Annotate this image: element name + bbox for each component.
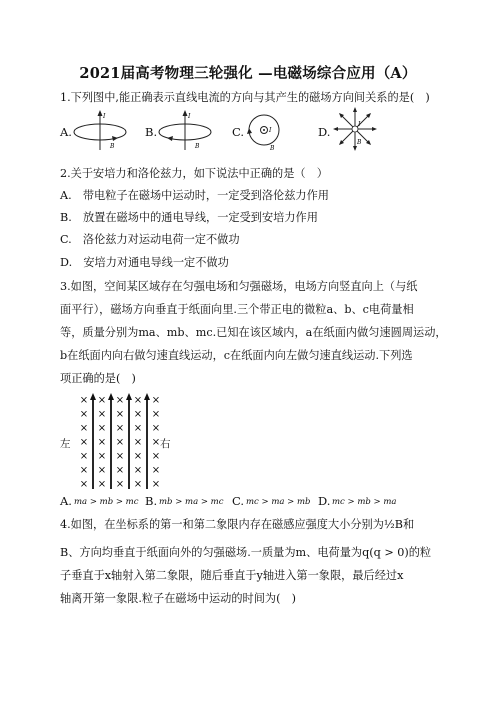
field-cross-mark: ×: [133, 437, 143, 448]
field-cross-mark: ×: [133, 409, 143, 420]
svg-text:B: B: [357, 139, 362, 146]
svg-text:B: B: [270, 145, 275, 152]
q3-line-2: 面平行），磁场方向垂直于纸面向里.三个带正电的微粒a、b、c电荷量相: [60, 303, 414, 316]
q1-option-b-label: B.: [145, 125, 158, 139]
field-cross-mark: ×: [133, 479, 143, 490]
field-cross-mark: ×: [133, 395, 143, 406]
field-arrowhead: [90, 393, 96, 400]
q4-line-3: 子垂直于x轴射入第二象限，随后垂直于y轴进入第一象限，最后经过x: [60, 569, 404, 582]
field-cross-mark: ×: [133, 423, 143, 434]
q1-option-a-label: A.: [60, 125, 72, 139]
field-cross-mark: ×: [97, 409, 107, 420]
q1-figure-c: [242, 108, 286, 152]
q3-right-label: 右: [160, 438, 171, 450]
field-cross-mark: ×: [133, 465, 143, 476]
field-cross-mark: ×: [133, 451, 143, 462]
field-cross-mark: ×: [151, 409, 161, 420]
field-cross-mark: ×: [79, 465, 89, 476]
field-cross-mark: ×: [79, 409, 89, 420]
q3-option-b-text: mb > ma > mc: [159, 497, 224, 507]
field-cross-mark: ×: [115, 423, 125, 434]
magnetic-field-crosses: [80, 395, 160, 490]
field-cross-mark: ×: [115, 395, 125, 406]
svg-text:I: I: [103, 113, 106, 120]
field-cross-mark: ×: [97, 479, 107, 490]
q2-option-a: A. 带电粒子在磁场中运动时，一定受到洛伦兹力作用: [60, 189, 329, 202]
q4-line-2: B、方向均垂直于纸面向外的匀强磁场.一质量为m、电荷量为q(q > 0)的粒: [60, 546, 432, 559]
field-cross-mark: ×: [97, 423, 107, 434]
svg-text:I: I: [358, 121, 361, 128]
q3-option-b-label: B.: [145, 494, 158, 508]
q3-line-5: 项正确的是( ): [60, 372, 136, 385]
q3-line-1: 3.如图，空间某区域存在匀强电场和匀强磁场，电场方向竖直向上（与纸: [60, 280, 418, 293]
q3-option-a-text: ma > mb > mc: [74, 497, 139, 507]
q3-left-label: 左: [60, 438, 71, 450]
page-title: 2021届高考物理三轮强化 —电磁场综合应用（A）: [79, 65, 417, 82]
field-cross-mark: ×: [151, 395, 161, 406]
q1-figure-b: [155, 108, 217, 152]
q1-option-d-label: D.: [318, 125, 331, 139]
field-cross-mark: ×: [79, 479, 89, 490]
field-cross-mark: ×: [97, 437, 107, 448]
q4-line-1: 4.如图，在坐标系的第一和第二象限内存在磁感应强度大小分别为½B和: [60, 518, 415, 531]
svg-text:B: B: [110, 143, 115, 150]
q3-line-3: 等，质量分别为ma、mb、mc.已知在该区域内，a在纸面内做匀速圆周运动，: [60, 326, 447, 339]
svg-text:I: I: [188, 113, 191, 120]
field-cross-mark: ×: [97, 395, 107, 406]
field-cross-mark: ×: [79, 395, 89, 406]
field-cross-mark: ×: [115, 479, 125, 490]
q2-stem: 2.关于安培力和洛伦兹力，如下说法中正确的是（ ）: [60, 167, 328, 180]
field-arrowhead: [108, 393, 114, 400]
q2-option-b: B. 放置在磁场中的通电导线，一定受到安培力作用: [60, 211, 318, 224]
field-cross-mark: ×: [79, 437, 89, 448]
q3-option-a-label: A.: [60, 494, 72, 508]
field-cross-mark: ×: [151, 437, 161, 448]
field-cross-mark: ×: [79, 423, 89, 434]
field-cross-mark: ×: [151, 451, 161, 462]
field-cross-mark: ×: [115, 437, 125, 448]
q3-option-c-label: C.: [232, 494, 245, 508]
field-cross-mark: ×: [97, 465, 107, 476]
field-cross-mark: ×: [151, 423, 161, 434]
field-cross-mark: ×: [115, 409, 125, 420]
field-cross-mark: ×: [115, 451, 125, 462]
q3-option-d-label: D.: [318, 494, 331, 508]
field-cross-mark: ×: [151, 479, 161, 490]
svg-text:B: B: [195, 143, 200, 150]
q3-option-d-text: mc > mb > ma: [332, 497, 397, 507]
svg-text:I: I: [269, 127, 272, 134]
q3-line-4: b在纸面内向右做匀速直线运动，c在纸面内向左做匀速直线运动.下列选: [60, 349, 413, 362]
field-cross-mark: ×: [151, 465, 161, 476]
field-arrowhead: [144, 393, 150, 400]
field-arrowhead: [126, 393, 132, 400]
q4-line-4: 轴离开第一象限.粒子在磁场中运动的时间为( ): [60, 592, 297, 605]
q1-figure-a: [70, 108, 132, 152]
field-cross-mark: ×: [79, 451, 89, 462]
q1-option-c-label: C.: [232, 125, 245, 139]
field-cross-mark: ×: [115, 465, 125, 476]
q1-stem: 1.下列图中,能正确表示直线电流的方向与其产生的磁场方向间关系的是( ): [60, 91, 430, 104]
field-cross-mark: ×: [97, 451, 107, 462]
q3-option-c-text: mc > ma > mb: [246, 497, 311, 507]
q2-option-c: C. 洛伦兹力对运动电荷一定不做功: [60, 233, 240, 246]
q2-option-d: D. 安培力对通电导线一定不做功: [60, 256, 229, 269]
q1-figure-d: [330, 104, 380, 154]
